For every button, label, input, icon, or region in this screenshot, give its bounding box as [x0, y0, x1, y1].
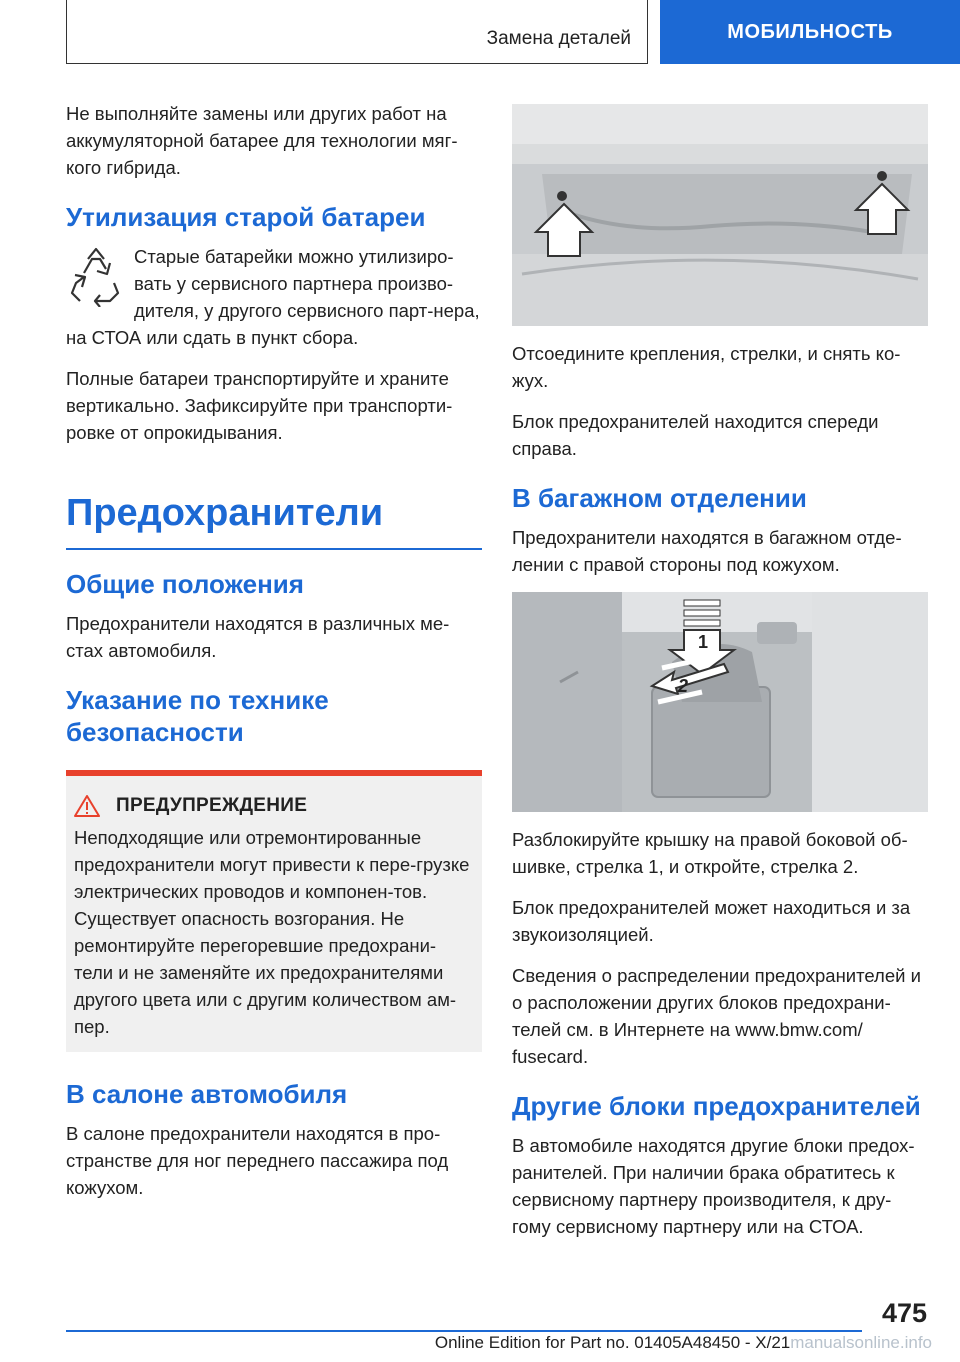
disposal-block: [66, 243, 482, 365]
footer-edition-text: Online Edition for Part no. 01405A48450 - X/21: [434, 1333, 791, 1352]
warning-triangle-icon: [74, 794, 100, 818]
header-box: [66, 0, 648, 64]
trunk-paragraph: Предохранители находятся в багажном отде-лении с правой стороны под кожухом.: [512, 527, 902, 575]
page-number: 475: [882, 1298, 928, 1328]
fuse-block-paragraph: Блок предохранителей находится спереди справа.: [512, 411, 879, 459]
warning-title-row: [74, 794, 474, 818]
general-heading: Общие положения: [66, 568, 304, 599]
interior-heading: В салоне автомобиля: [66, 1078, 348, 1109]
intro-paragraph: Не выполняйте замены или других работ на аккумуляторной батарее для технологии мяг-кого гибрида.: [66, 103, 458, 178]
cover-removal-figure: [512, 104, 928, 326]
warning-text: Неподходящие или отремонтированные предохранители могут привести к пере-грузке электрических проводов и компонен-тов. Существует опасность возгорания. Не ремонтируйте перегоревшие предохрани-тели и не заменяйте их предохранителями другого цвета или с другим количеством ам-пер.: [74, 826, 470, 1037]
header-chapter-tab: МОБИЛЬНОСТЬ: [660, 0, 960, 64]
disposal-paragraph-2: Полные батареи транспортируйте и храните вертикально. Зафиксируйте при транспорти-ровке от опрокидывания.: [66, 368, 453, 443]
info-paragraph: Сведения о распределении предохранителей и о расположении других блоков предохрани-телей см. в Интернете на www.bmw.com/ fusecard.: [512, 965, 921, 1067]
disposal-paragraph: Старые батарейки можно утилизиро-вать у сервисного партнера произво-дителя, у другого сервисного парт-нера, на СТОА или сдать в пункт сбора.: [66, 246, 480, 348]
figure-arrow-label-1: 1: [698, 632, 709, 652]
warning-title: ПРЕДУПРЕЖДЕНИЕ: [116, 794, 308, 816]
footer-rule: [66, 1330, 862, 1332]
interior-paragraph: В салоне предохранители находятся в про-странстве для ног переднего пассажира под кожухом.: [66, 1122, 449, 1198]
right-column: [512, 104, 928, 1254]
insulation-paragraph: Блок предохранителей может находиться и за звукоизоляцией.: [512, 897, 911, 945]
fig2-caption: Разблокируйте крышку на правой боковой об-шивке, стрелка 1, и откройте, стрелка 2.: [512, 829, 908, 877]
figure-arrow-label-2: 2: [678, 676, 689, 696]
fuses-heading-rule: [66, 548, 482, 550]
recycle-icon: [66, 247, 126, 307]
fuses-heading: Предохранители: [66, 492, 384, 534]
general-paragraph: Предохранители находятся в различных ме-стах автомобиля.: [66, 612, 450, 661]
footer-edition: [435, 1333, 932, 1353]
left-column: [66, 100, 482, 1215]
header-section-title: Замена деталей: [486, 28, 631, 49]
safety-heading: Указание по технике безопасности: [66, 684, 329, 747]
other-blocks-heading: Другие блоки предохранителей: [512, 1091, 921, 1121]
other-blocks-paragraph: В автомобиле находятся другие блоки предох-ранителей. При наличии брака обратитесь к сервисному партнеру производителя, к дру-гому сервисному партнеру или на СТОА.: [512, 1135, 915, 1237]
fig1-caption: Отсоедините крепления, стрелки, и снять ко-жух.: [512, 343, 901, 391]
disposal-heading: Утилизация старой батареи: [66, 202, 426, 232]
trunk-panel-figure: [512, 592, 928, 812]
footer-watermark: manualsonline.info: [790, 1333, 932, 1352]
warning-box: [66, 770, 482, 1052]
trunk-heading: В багажном отделении: [512, 483, 807, 513]
